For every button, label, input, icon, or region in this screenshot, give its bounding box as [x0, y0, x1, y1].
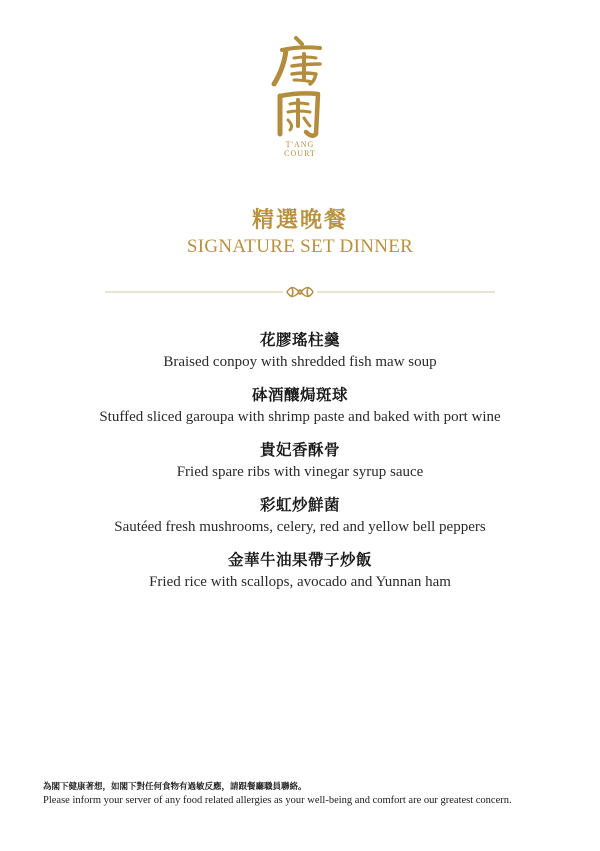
tang-court-logo: [266, 34, 334, 164]
knot-ornament-icon: [287, 287, 313, 297]
dish-name-english: Stuffed sliced garoupa with shrimp paste and baked with port wine: [99, 409, 501, 425]
allergy-notice: [43, 781, 573, 807]
logo-text-tang: T'ANG: [285, 140, 315, 149]
dish-name-english: Fried spare ribs with vinegar syrup sauce: [176, 464, 424, 480]
menu-item: [0, 495, 600, 537]
ornamental-divider: [105, 280, 495, 304]
dish-name-chinese: 砵酒釀焗斑球: [251, 386, 348, 404]
logo-text-court: COURT: [284, 149, 316, 158]
dish-name-chinese: 彩虹炒鮮菌: [259, 496, 340, 514]
allergy-notice-chinese: 為閣下健康著想，如閣下對任何食物有過敏反應，請跟餐廳職員聯絡。: [43, 782, 307, 792]
allergy-notice-english: Please inform your server of any food related allergies as your well-being and comfort are our greatest concern.: [43, 795, 512, 806]
tang-court-calligraphy-icon: [266, 34, 334, 146]
dish-name-english: Sautéed fresh mushrooms, celery, red and yellow bell peppers: [114, 519, 486, 535]
menu-item: [0, 330, 600, 372]
menu-item: [0, 385, 600, 427]
menu-item: [0, 440, 600, 482]
dish-name-chinese: 金華牛油果帶子炒飯: [227, 551, 372, 569]
dish-name-chinese: 花膠瑤柱羹: [259, 331, 340, 349]
dish-name-english: Fried rice with scallops, avocado and Yunnan ham: [149, 574, 451, 590]
dish-name-chinese: 貴妃香酥骨: [259, 441, 340, 459]
page-title-english: SIGNATURE SET DINNER: [186, 236, 414, 257]
menu-item: [0, 550, 600, 592]
dish-name-english: Braised conpoy with shredded fish maw soup: [163, 354, 437, 370]
page-title-chinese: 精選晚餐: [251, 208, 348, 233]
